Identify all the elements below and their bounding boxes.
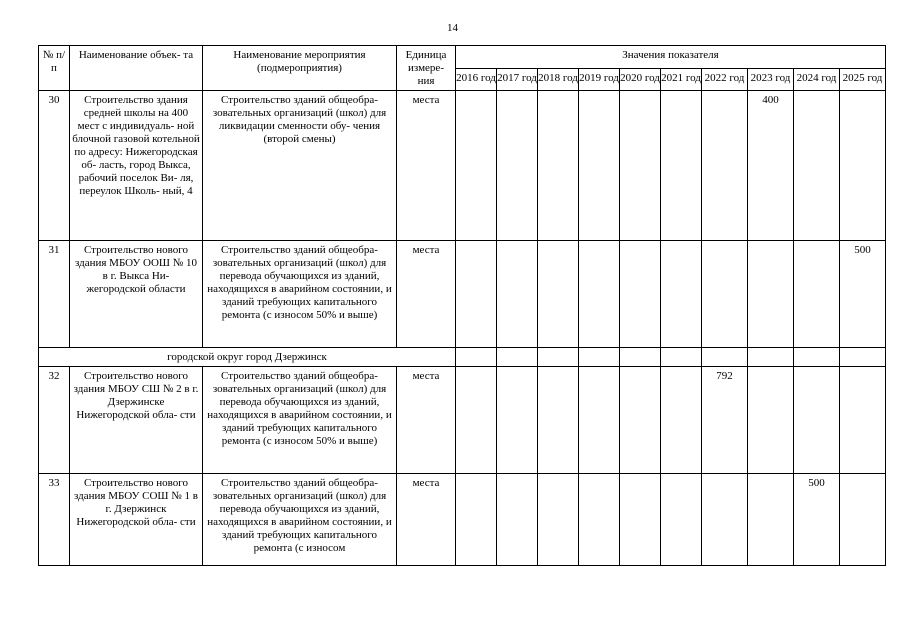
row-number: 32 [39,367,70,474]
value-cell [840,474,886,566]
empty-cell [840,348,886,367]
value-cell [456,367,497,474]
header-num: № п/п [39,46,70,91]
header-measure: Наименование мероприятия (подмероприятия) [203,46,397,91]
value-cell [538,241,579,348]
measure-name: Строительство зданий общеобра- зовательных организаций (школ) для перевода обучающихся из зданий, находящихся в аварийном состоянии, и зданий требующих капитального ремонта (с износом 50% и выше) [203,241,397,348]
value-cell [661,241,702,348]
value-cell [456,91,497,241]
row-number: 33 [39,474,70,566]
unit-cell: места [397,91,456,241]
value-cell [748,474,794,566]
header-year: 2021 год [661,68,702,91]
value-cell [497,91,538,241]
header-year: 2017 год [497,68,538,91]
row-number: 30 [39,91,70,241]
value-cell: 500 [794,474,840,566]
value-cell [497,367,538,474]
header-year: 2019 год [579,68,620,91]
table-row [39,91,886,241]
value-cell [497,474,538,566]
value-cell [661,91,702,241]
empty-cell [456,348,497,367]
value-cell [579,367,620,474]
unit-cell: места [397,367,456,474]
empty-cell [538,348,579,367]
value-cell [794,367,840,474]
header-object: Наименование объек- та [70,46,203,91]
empty-cell [794,348,840,367]
empty-cell [661,348,702,367]
value-cell [538,474,579,566]
header-year: 2022 год [702,68,748,91]
header-unit: Единица измере- ния [397,46,456,91]
value-cell [702,474,748,566]
section-label: городской округ город Дзержинск [39,348,456,367]
empty-cell [702,348,748,367]
table-row [39,474,886,566]
value-cell [456,474,497,566]
measure-name: Строительство зданий общеобра- зовательных организаций (школ) для перевода обучающихся из зданий, находящихся в аварийном состоянии, и зданий требующих капитального ремонта (с износом 50% и выше) [203,367,397,474]
value-cell [702,241,748,348]
row-number: 31 [39,241,70,348]
value-cell [538,367,579,474]
value-cell [748,367,794,474]
table-row [39,367,886,474]
value-cell [497,241,538,348]
header-year: 2018 год [538,68,579,91]
value-cell [456,241,497,348]
header-year: 2016 год [456,68,497,91]
value-cell [702,91,748,241]
header-year: 2023 год [748,68,794,91]
value-cell [620,367,661,474]
object-name: Строительство здания средней школы на 400 мест с индивидуаль- ной блочной газовой котельной по адресу: Нижегородская об- ласть, город Выкса, рабочий поселок Ви- ля, переулок Школь- ный, 4 [70,91,203,241]
value-cell [794,91,840,241]
value-cell [620,241,661,348]
value-cell [840,367,886,474]
value-cell [794,241,840,348]
empty-cell [579,348,620,367]
unit-cell: места [397,241,456,348]
table-body [39,91,886,566]
value-cell [661,474,702,566]
empty-cell [620,348,661,367]
value-cell [579,91,620,241]
object-name: Строительство нового здания МБОУ ООШ № 10 в г. Выкса Ни- жегородской области [70,241,203,348]
value-cell: 792 [702,367,748,474]
indicator-table [38,45,886,566]
value-cell [538,91,579,241]
object-name: Строительство нового здания МБОУ СШ № 2 в г. Дзержинске Нижегородской обла- сти [70,367,203,474]
value-cell [661,367,702,474]
header-year: 2020 год [620,68,661,91]
value-cell [748,241,794,348]
object-name: Строительство нового здания МБОУ СОШ № 1 в г. Дзержинск Нижегородской обла- сти [70,474,203,566]
section-row [39,348,886,367]
header-row [39,46,886,69]
value-cell [620,91,661,241]
table-row [39,241,886,348]
header-year: 2025 год [840,68,886,91]
value-cell: 400 [748,91,794,241]
measure-name: Строительство зданий общеобра- зовательных организаций (школ) для перевода обучающихся из зданий, находящихся в аварийном состоянии, и зданий требующих капитального ремонта (с износом [203,474,397,566]
unit-cell: места [397,474,456,566]
empty-cell [497,348,538,367]
empty-cell [748,348,794,367]
value-cell [620,474,661,566]
measure-name: Строительство зданий общеобра- зовательных организаций (школ) для ликвидации сменности обу- чения (второй смены) [203,91,397,241]
value-cell: 500 [840,241,886,348]
page-number: 14 [447,22,458,34]
header-year: 2024 год [794,68,840,91]
value-cell [579,474,620,566]
header-values: Значения показателя [456,46,886,69]
value-cell [579,241,620,348]
value-cell [840,91,886,241]
